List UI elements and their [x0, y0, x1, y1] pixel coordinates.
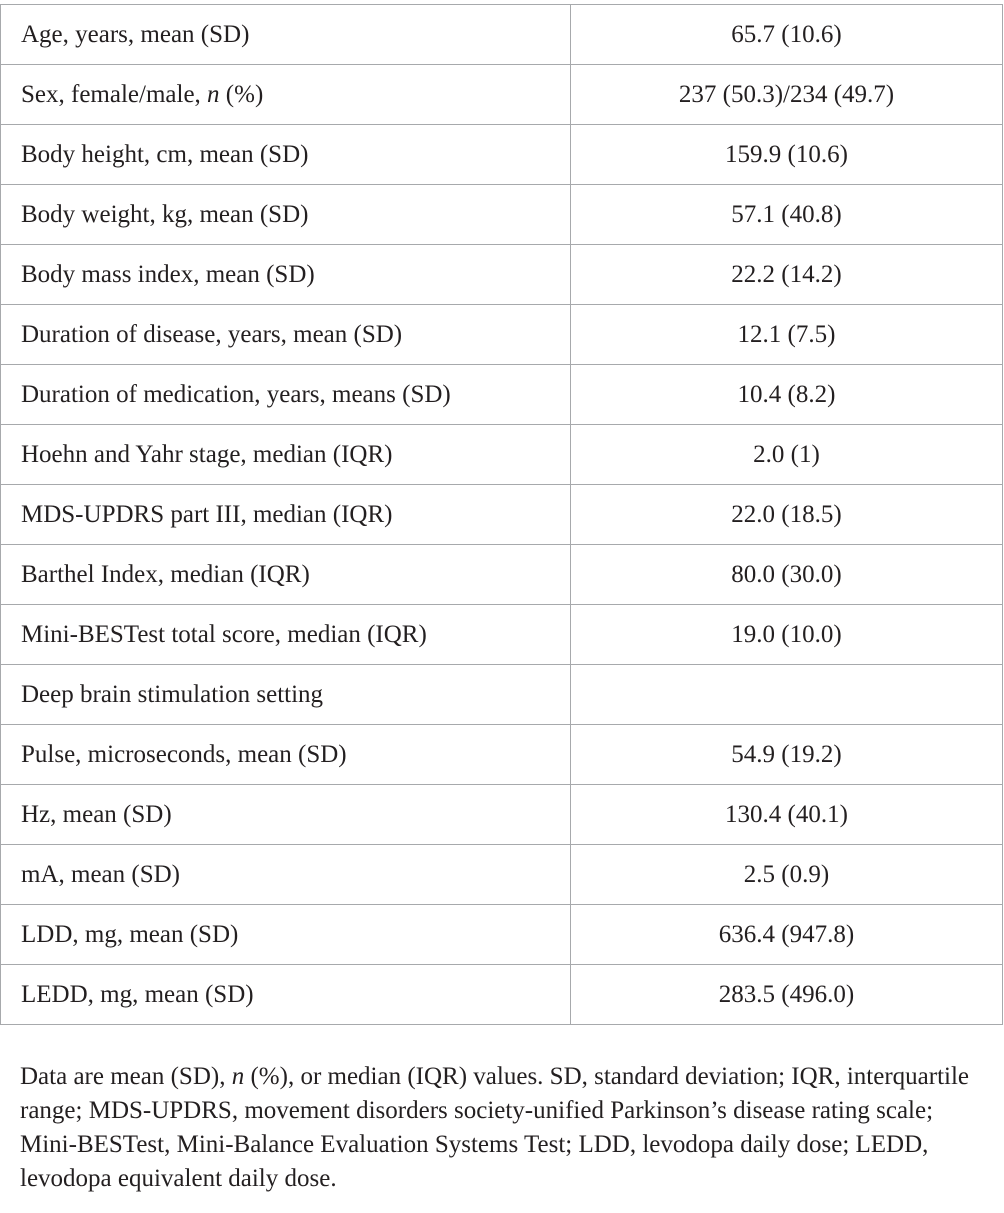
row-label: Body weight, kg, mean (SD): [1, 185, 571, 245]
table-row: [1, 125, 1003, 185]
table-row: [1, 65, 1003, 125]
row-label: LEDD, mg, mean (SD): [1, 965, 571, 1025]
row-label: Mini-BESTest total score, median (IQR): [1, 605, 571, 665]
table-row: [1, 545, 1003, 605]
row-label: Hoehn and Yahr stage, median (IQR): [1, 425, 571, 485]
row-label: Hz, mean (SD): [1, 785, 571, 845]
table-row: [1, 905, 1003, 965]
row-value: 22.0 (18.5): [571, 485, 1003, 545]
table-row: [1, 5, 1003, 65]
row-label: Age, years, mean (SD): [1, 5, 571, 65]
row-label-italic: n: [207, 81, 220, 108]
row-value: 159.9 (10.6): [571, 125, 1003, 185]
footnote-part: Data are mean (SD),: [20, 1063, 232, 1090]
table-row: [1, 845, 1003, 905]
row-label-part: Sex, female/male,: [21, 81, 208, 108]
row-value: 22.2 (14.2): [571, 245, 1003, 305]
table-row: [1, 245, 1003, 305]
row-label: Pulse, microseconds, mean (SD): [1, 725, 571, 785]
table-row: [1, 605, 1003, 665]
table-row: [1, 785, 1003, 845]
characteristics-table: [0, 4, 1003, 1025]
footnote-italic: n: [231, 1063, 245, 1090]
row-label-part: (%): [219, 81, 264, 108]
row-label: LDD, mg, mean (SD): [1, 905, 571, 965]
table-row: [1, 485, 1003, 545]
row-label: Duration of disease, years, mean (SD): [1, 305, 571, 365]
row-value: 57.1 (40.8): [571, 185, 1003, 245]
table-row: [1, 725, 1003, 785]
row-value: 10.4 (8.2): [571, 365, 1003, 425]
row-value: 12.1 (7.5): [571, 305, 1003, 365]
row-value: 2.0 (1): [571, 425, 1003, 485]
row-value: 130.4 (40.1): [571, 785, 1003, 845]
row-value: 2.5 (0.9): [571, 845, 1003, 905]
table-row: [1, 425, 1003, 485]
row-label: Body mass index, mean (SD): [1, 245, 571, 305]
row-label: Body height, cm, mean (SD): [1, 125, 571, 185]
table-row: [1, 965, 1003, 1025]
row-value: 237 (50.3)/234 (49.7): [571, 65, 1003, 125]
row-value: 65.7 (10.6): [571, 5, 1003, 65]
row-value: 636.4 (947.8): [571, 905, 1003, 965]
row-label: Duration of medication, years, means (SD): [1, 365, 571, 425]
table-row: [1, 365, 1003, 425]
footnote-part: (%), or median (IQR) values. SD, standard deviation; IQR, interquartile range; MDS-UPDRS, movement disorders society-unified Parkinson’s disease rating scale; Mini-BESTest, Mini-Balance Evaluation Systems Test; LDD, levodopa daily dose; LEDD, levodopa equivalent daily dose.: [20, 1063, 970, 1192]
table-row: [1, 185, 1003, 245]
table-row: [1, 665, 1003, 725]
row-value: 54.9 (19.2): [571, 725, 1003, 785]
row-value: 283.5 (496.0): [571, 965, 1003, 1025]
row-label: MDS-UPDRS part III, median (IQR): [1, 485, 571, 545]
row-value: 80.0 (30.0): [571, 545, 1003, 605]
row-label: Deep brain stimulation setting: [1, 665, 571, 725]
table-row: [1, 305, 1003, 365]
row-value: [571, 665, 1003, 725]
row-label: mA, mean (SD): [1, 845, 571, 905]
row-label: [1, 65, 571, 125]
table-footnote: [20, 1060, 990, 1196]
row-label: Barthel Index, median (IQR): [1, 545, 571, 605]
row-value: 19.0 (10.0): [571, 605, 1003, 665]
